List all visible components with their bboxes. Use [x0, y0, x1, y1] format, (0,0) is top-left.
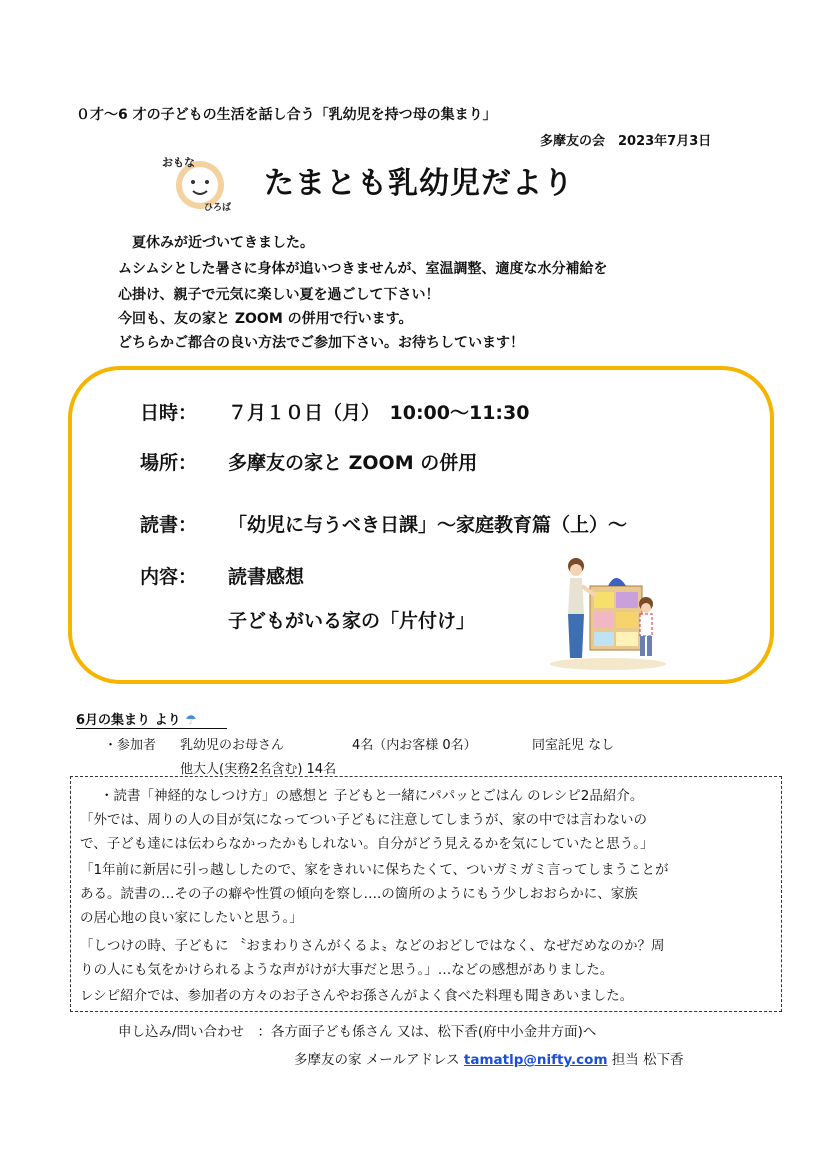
other-adults: 他大人(実務2名含む) 14名	[180, 762, 337, 777]
mother-child-tidying-illustration	[542, 552, 668, 674]
participants-mothers: 乳幼児のお母さん	[180, 738, 285, 753]
logo-text-top: おもな	[162, 156, 195, 169]
mail-suffix: 担当 松下香	[607, 1052, 684, 1068]
logo-text-bottom: ひろば	[204, 203, 232, 212]
date-value: ７月１０日（月） 10:00～11:30	[228, 402, 530, 424]
childcare-info: 同室託児 なし	[532, 738, 615, 753]
header-tagline: ０才～6 才の子どもの生活を話し合う「乳幼児を持つ母の集まり」	[76, 107, 497, 123]
report-line: 「外では、周りの人の目が気になってつい子どもに注意してしまうが、家の中では言わないの	[80, 812, 647, 828]
date-label: 日時：	[140, 402, 198, 424]
page-title: たまとも乳幼児だより	[264, 166, 574, 201]
email-link[interactable]: tamatlp@nifty.com	[463, 1052, 608, 1068]
participants-label: ・参加者	[104, 738, 157, 753]
intro-line: どちらかご都合の良い方法でご参加下さい。お待ちしています！	[118, 335, 524, 351]
logo	[160, 154, 236, 212]
content-value: 子どもがいる家の「片付け」	[228, 610, 476, 632]
report-line: 「しつけの時、子どもに 〝おまわりさんがくるよ〟などのおどしではなく、なぜだめなのか？周	[80, 938, 665, 954]
content-label: 内容：	[140, 566, 198, 588]
report-line: ・読書「神経的なしつけ方」の感想と 子どもと一緒にパパッとごはん のレシピ2品紹介。	[100, 788, 644, 804]
umbrella-icon: ☂	[185, 713, 197, 728]
june-title-text: 6月の集まり より	[76, 713, 181, 728]
org-and-date: 多摩友の会 2023年7月3日	[540, 134, 712, 149]
report-line: 「1年前に新居に引っ越ししたので、家をきれいに保ちたくて、ついガミガミ言ってしまうことが	[80, 862, 669, 878]
report-line: レシピ紹介では、参加者の方々のお子さんやお孫さんがよく食べた料理も聞きあいました。	[80, 988, 634, 1004]
intro-line: 今回も、友の家と ZOOM の併用で行います。	[118, 311, 413, 327]
participants-count: 4名（内お客様 0名）	[352, 738, 477, 753]
place-value: 多摩友の家と ZOOM の併用	[228, 452, 478, 474]
report-line: ある。読書の…その子の癖や性質の傾向を察し….の箇所のようにもう少しおおらかに、家族	[80, 886, 638, 902]
intro-line: 夏休みが近づいてきました。	[118, 235, 314, 251]
mail-prefix: 多摩友の家 メールアドレス	[294, 1052, 464, 1068]
intro-line: 心掛け、親子で元気に楽しい夏を過ごして下さい！	[118, 287, 440, 303]
reading-value: 「幼児に与うべき日課」～家庭教育篇（上）～	[228, 514, 628, 536]
intro-line: ムシムシとした暑さに身体が追いつきませんが、室温調整、適度な水分補給を	[118, 261, 608, 277]
report-line: りの人にも気をかけられるような声がけが大事だと思う。」…などの感想がありました。	[80, 962, 614, 978]
reading-label: 読書：	[140, 514, 198, 536]
report-line: の居心地の良い家にしたいと思う。」	[80, 910, 303, 926]
report-line: で、子ども達には伝わらなかったかもしれない。自分がどう見えるかを気にしていたと思う。」	[80, 836, 654, 852]
place-label: 場所：	[140, 452, 198, 474]
contact-info: 申し込み/問い合わせ ：各方面子ども係さん 又は、松下香(府中小金井方面)へ	[118, 1024, 597, 1040]
june-section-title	[76, 709, 227, 729]
mail-line	[294, 1048, 684, 1068]
content-value: 読書感想	[228, 566, 305, 588]
